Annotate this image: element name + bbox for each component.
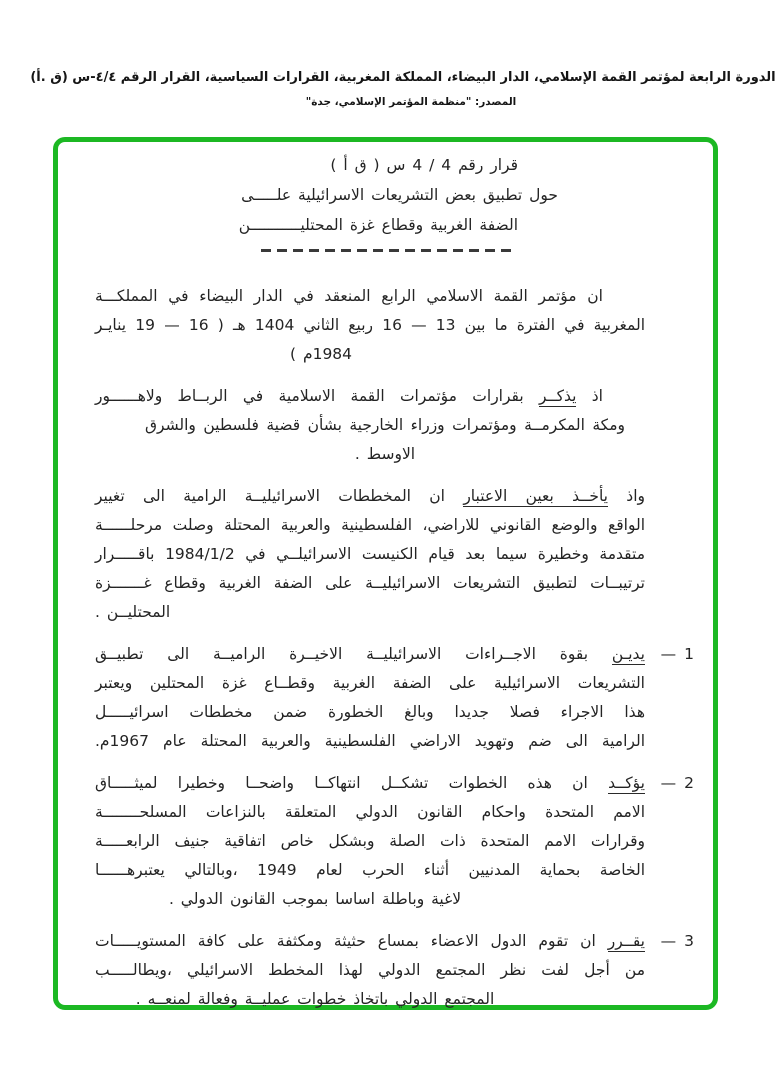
operative-clause-1 [95,640,700,756]
clause-body [95,927,645,1014]
clause-body [95,769,645,914]
underlined-phrase: يذكــر [539,387,577,405]
text-line: متقدمة وخطيرة سيما بعد قيام الكنيست الاسرائيلــي في 1984/1/2 باقـــــرار [95,545,646,563]
text-line: وقرارات الامم المتحدة ذات الصلة وبشكل خاص اتفاقية جنيف الرابعـــــة [95,832,645,850]
title-underline [261,249,513,252]
preamble-considering [95,482,645,627]
citation-line: الدورة الرابعة لمؤتمر القمة الإسلامي، الدار البيضاء، المملكة المغربية، القرارات السياسية، القرار الرقم ٤/٤-س (ق .أ) [30,70,776,85]
underlined-phrase: يأخــذ بعين الاعتبار [463,487,608,505]
text-segment: بقوة الاجــراءات الاسرائيليــة الاخيــرة الراميــة الى تطبيــق [95,645,612,663]
text-line: هذا الاجراء فصلا جديدا وبالغ الخطورة ضمن مخططات اسرائيـــــل [95,703,645,721]
text-segment: واذ [608,487,646,505]
decree-subject-line-1: حول تطبيق بعض التشريعات الاسرائيلية علـــــى [241,186,558,204]
text-line [95,482,645,511]
text-line: لاغية وباطلة اساسا بموجب القانون الدولي . [168,890,462,908]
clause-number [645,769,700,914]
text-line: الرامية الى ضم وتهويد الاراضي الفلسطينية والعربية المحتلة عام 1967م. [95,732,645,750]
clause-body [95,640,645,756]
source-line: المصدر: "منظمة المؤتمر الإسلامي، جدة" [305,96,517,108]
text-line [95,927,645,956]
text-line: ان مؤتمر القمة الاسلامي الرابع المنعقد في الدار البيضاء في المملكـــة [95,287,603,305]
preamble-intro [95,282,645,369]
clause-digit: 3 [684,932,694,950]
clause-digit: 2 [684,774,694,792]
operative-clause-3 [95,927,700,1014]
text-line: الخاصة بحماية المدنيين أثناء الحرب لعام 1949 ،وبالتالي يعتبرهــــــا [95,861,645,879]
clause-number [645,927,700,1014]
text-line: التشريعات الاسرائيلية على الضفة الغربية وقطــاع غزة المحتلين ويعتبر [95,674,645,692]
header-citation [0,68,778,110]
underlined-phrase: يؤكــد [608,774,645,792]
text-line [95,640,645,669]
text-segment: اذ [576,387,603,405]
decree-document [58,142,713,1014]
clause-digit: 1 [684,645,694,663]
text-line [95,382,645,411]
decree-subject-line-2: الضفة الغربية وقطاع غزة المحتليـــــــــــن [238,216,518,234]
text-line: المجتمع الدولي باتخاذ خطوات عمليــة وفعالة لمنعــه . [135,990,495,1008]
clause-dash: — [660,932,677,950]
decree-frame [53,137,718,1010]
decree-title [198,150,558,252]
clause-dash: — [660,645,677,663]
text-line: الواقع والوضع القانوني للاراضي، الفلسطينية والعربية المحتلة وصلت مرحلــــــة [95,516,645,534]
clause-dash: — [660,774,677,792]
operative-clause-2 [95,769,700,914]
preamble-recalling [95,382,645,469]
underlined-phrase: يقــرر [607,932,645,950]
text-segment: بقرارات مؤتمرات القمة الاسلامية في الربــاط ولاهــــــور [95,387,539,405]
text-segment: ان المخططات الاسرائيليــة الرامية الى تغيير [95,487,464,505]
text-line: 1984م ) [290,345,353,363]
underlined-phrase: يديـن [611,645,645,663]
text-line: الامم المتحدة واحكام القانون الدولي المتعلقة بالنزاعات المسلحــــــــة [95,803,645,821]
text-line: ومكة المكرمــة ومؤتمرات وزراء الخارجية بشأن قضية فلسطين والشرق الاوسط . [145,416,625,463]
text-line [95,769,645,798]
text-line: ترتيبــات لتطبيق التشريعات الاسرائيليــة على الضفة الغربية وقطاع غـــــــزة [95,574,645,592]
clause-number [645,640,700,756]
decree-number-line: قرار رقم 4 / 4 س ( ق أ ) [330,156,518,174]
text-line: من أجل لفت نظر المجتمع الدولي لهذا المخطط الاسرائيلي ،ويطالـــــب [95,961,645,979]
text-line: المغربية في الفترة ما بين 13 — 16 ربيع الثاني 1404 هـ ( 16 — 19 ينايـر [95,316,646,334]
text-segment: ان تقوم الدول الاعضاء بمساع حثيثة ومكثفة على كافة المستويـــــات [95,932,608,950]
text-segment: ان هذه الخطوات تشكــل انتهاكــا واضحــا وخطيرا لميثـــــاق [95,774,609,792]
text-line: المحتليــن . [95,603,171,621]
